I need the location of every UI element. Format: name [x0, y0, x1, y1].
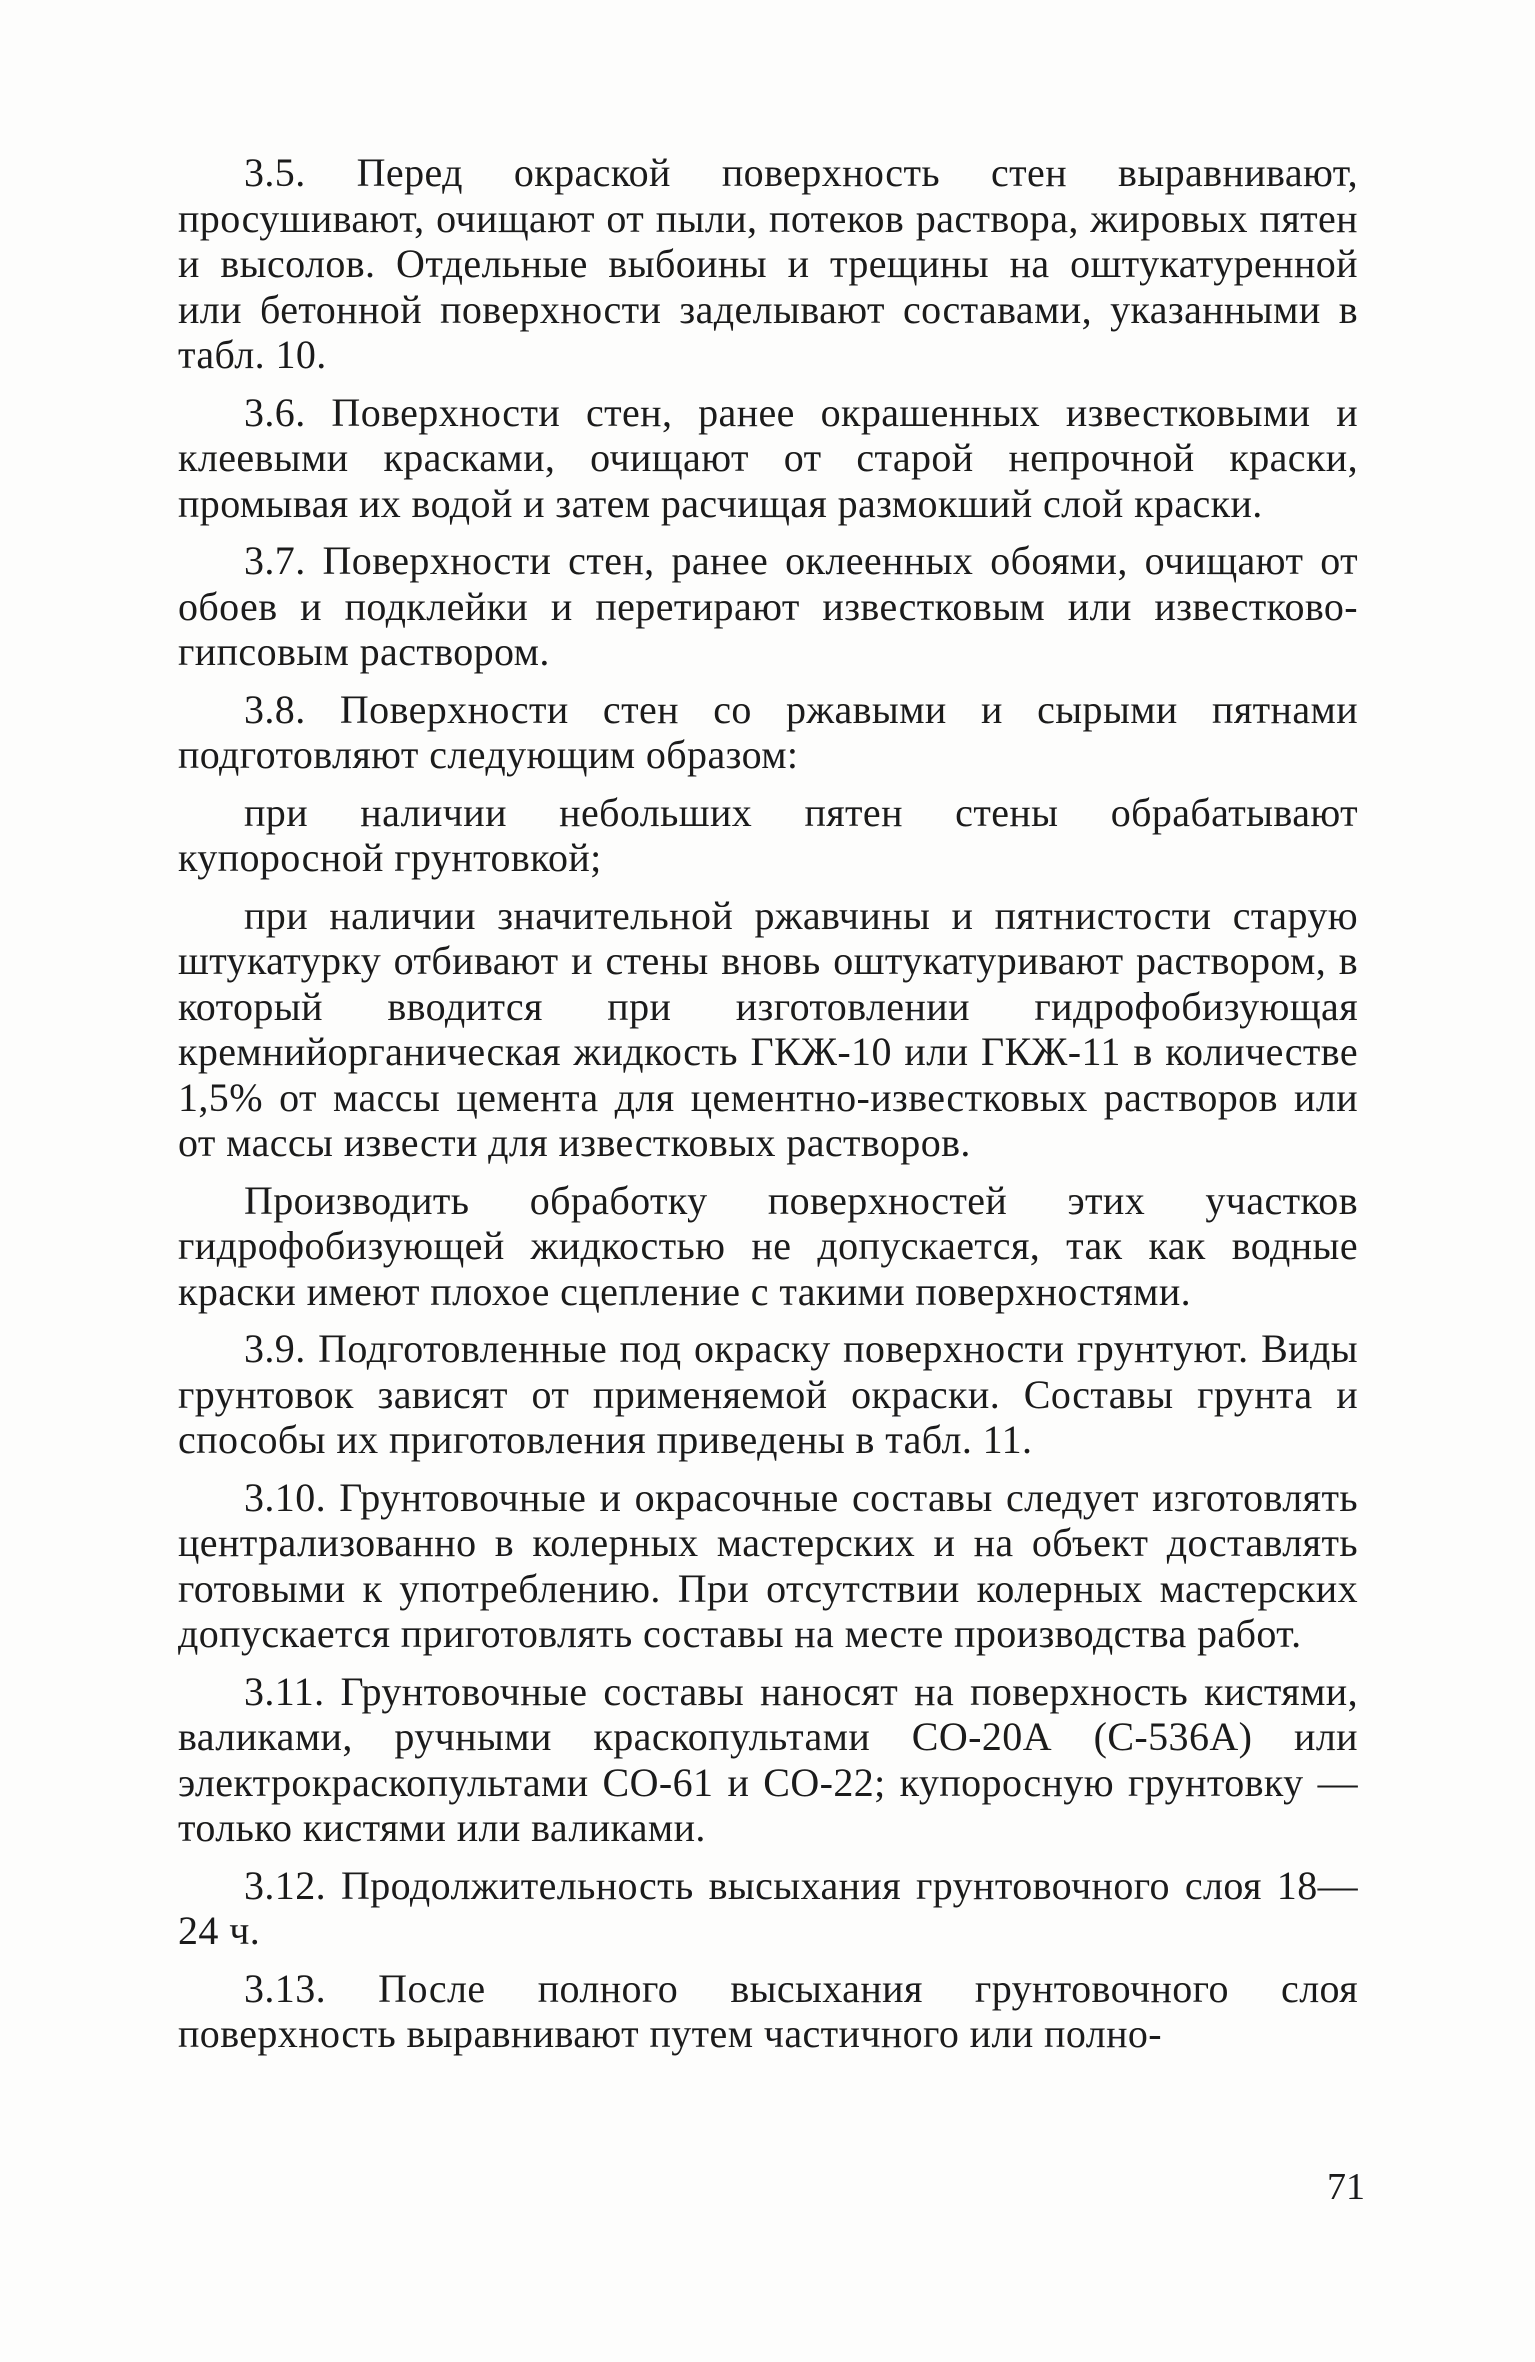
paragraph-3-10: 3.10. Грунтовочные и окрасочные составы следует изготовлять централизованно в колерных мастерских и на объект доставлять готовыми к употреблению. При отсутствии колерных мастерских допускается приготовлять составы на месте производства работ. [178, 1474, 1358, 1656]
body-text [178, 150, 1358, 2069]
paragraph-3-9: 3.9. Подготовленные под окраску поверхности грунтуют. Виды грунтовок зависят от применяемой окраски. Составы грунта и способы их приготовления приведены в табл. 11. [178, 1326, 1358, 1462]
paragraph-treatment-note: Производить обработку поверхностей этих участков гидрофобизующей жидкостью не допускается, так как водные краски имеют плохое сцепление с такими поверхностями. [178, 1177, 1358, 1314]
paragraph-3-5: 3.5. Перед окраской поверхность стен выравнивают, просушивают, очищают от пыли, потеков раствора, жировых пятен и высолов. Отдельные выбоины и трещины на оштукатуренной или бетонной поверхности заделывают составами, указанными в табл. 10. [178, 150, 1358, 377]
paragraph-3-6: 3.6. Поверхности стен, ранее окрашенных известковыми и клеевыми красками, очищают от старой непрочной краски, промывая их водой и затем расчищая размокший слой краски. [178, 389, 1358, 526]
paragraph-small-stains: при наличии небольших пятен стены обрабатывают купоросной грунтовкой; [178, 789, 1358, 880]
paragraph-3-8: 3.8. Поверхности стен со ржавыми и сырыми пятнами подготовляют следующим образом: [178, 686, 1358, 777]
paragraph-3-13: 3.13. После полного высыхания грунтовочного слоя поверхность выравнивают путем частичного или полно- [178, 1965, 1358, 2056]
page-number: 71 [1327, 2166, 1365, 2208]
paragraph-3-7: 3.7. Поверхности стен, ранее оклеенных обоями, очищают от обоев и подклейки и перетирают известковым или известково-гипсовым раствором. [178, 538, 1358, 674]
paragraph-significant-rust: при наличии значительной ржавчины и пятнистости старую штукатурку отбивают и стены вновь оштукатуривают раствором, в который вводится при изготовлении гидрофобизующая кремнийорганическая жидкость ГКЖ-10 или ГКЖ-11 в количестве 1,5% от массы цемента для цементно-известковых растворов или от массы извести для известковых растворов. [178, 892, 1358, 1165]
paragraph-3-11: 3.11. Грунтовочные составы наносят на поверхность кистями, валиками, ручными краскопультами СО-20А (С-536А) или электрокраскопультами СО-61 и СО-22; купоросную грунтовку — только кистями или валиками. [178, 1668, 1358, 1850]
paragraph-3-12: 3.12. Продолжительность высыхания грунтовочного слоя 18—24 ч. [178, 1862, 1358, 1953]
